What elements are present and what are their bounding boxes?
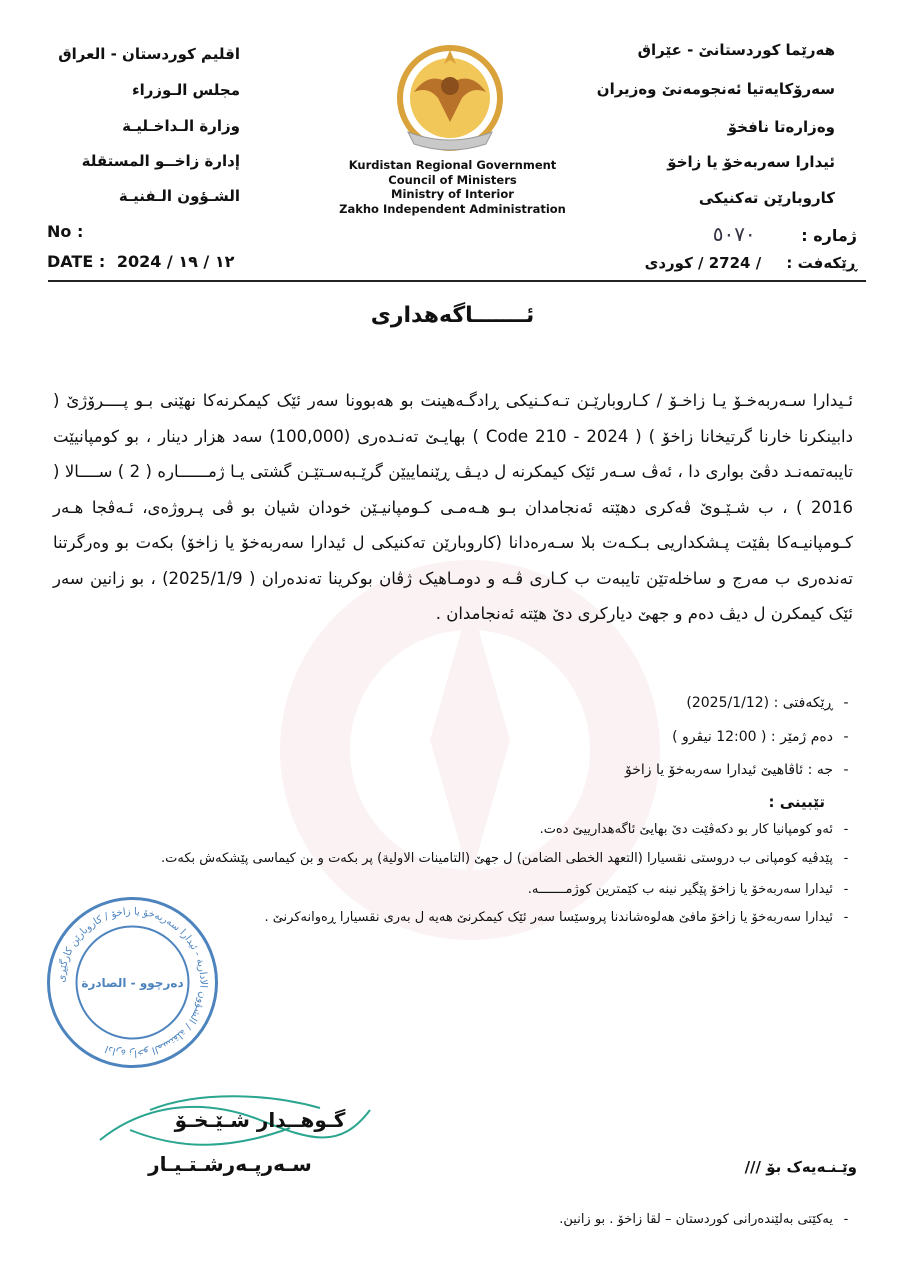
- bullet-dash: -: [843, 1212, 849, 1227]
- zhmare-row: [713, 222, 857, 246]
- emblem-caption: [0, 158, 905, 216]
- bullet-dash: -: [843, 729, 849, 745]
- kurdish-header-line-1: هەرێما کوردستانێ - عێراق: [637, 41, 835, 59]
- arabic-header-line-2: مجلس الـوزراء: [131, 81, 240, 99]
- bullet-dash: -: [843, 762, 849, 778]
- arabic-header-line-5: الشـؤون الـفنيـة: [118, 187, 240, 205]
- detail-place-text: جه : ئاڤاهیێ ئیدارا سەربەخۆ یا زاخۆ: [625, 762, 833, 778]
- document-title: ئـــــــاگەهداری: [370, 303, 535, 328]
- detail-place: [79, 762, 859, 778]
- detail-date-text: ڕێکەفتی : (2025/1/12): [686, 695, 833, 711]
- note-text-4: ئیدارا سەربەخۆ یا زاخۆ مافێ هەلوەشاندنا پروسێسا سەر ئێک کیمکرنێ هەیە ل بەری نقسیارا ڕەوانەکرنێ .: [264, 910, 833, 925]
- note-text-3: ئیدارا سەربەخۆ یا زاخۆ پێگیر نینە ب کێمترین کوژمـــــــە.: [527, 882, 833, 897]
- emblem-caption-line-2: Council of Ministers: [388, 172, 517, 187]
- copy-to-item: [79, 1212, 859, 1227]
- detail-date: [79, 695, 859, 711]
- zhmare-label: ژمارە :: [801, 226, 857, 245]
- stamp-center-text: دەرچوو - الصادرة: [81, 976, 184, 990]
- body-paragraph: ئـیدارا سـەربەخـۆ یـا زاخـۆ / کـاروبارێـن تـەکـنیکی ڕادگـەهینت بو هەبوونا سەر ئێک کیمکرنەکا نهێنی بـو پــــرۆژێ ( دابینکرنا خارنا گرتیخانا زاخۆ ) ( Code 210 - 2024 ) بهایـێ تەنـدەری (100,000) سەد هزار دینار ، بو کومپانیێت تایبەتمەنـد دڤێ بواری دا ، ئەڤ سـەر ئێک کیمکرنە ل دیـڤ ڕێنماییێن گرێـبەسـتێـن گشتی یـا ژمــــــارە ( 2 ) ســــالا ( 2016 ) ، ب شـێـوێ ڤەکری دهێتە ئەنجامدان بـو هـەمـی کـومپانیـێن خودان شیان بو ڤی پـروژەی، ئـەڤجا هـەر کـومپانیـەکا بڤێت پـشکداریی بـکـەت بلا سـەرەدانا (کاروبارێن تەکنیکی ل ئیدارا سەربەخۆ یا زاخۆ) بکەت بو وەرگرتنا تەندەری ب مەرج و ساخلەتێن تایبەت ب کـاری ڤـە و دومـاهیک ژڤان بوکرینا تەندەران ( 2025/1/9) ، بو زانین سەر ئێک کیمکرن ل دیڤ دەم و جهێ دیارکری دێ هێتە ئەنجامدان .: [53, 391, 853, 623]
- bullet-dash: -: [843, 822, 849, 837]
- date-value: 2024 / ١٢ / ١٩: [116, 252, 235, 271]
- official-stamp: [45, 895, 220, 1070]
- krg-emblem-icon: [386, 40, 514, 155]
- bullet-dash: -: [843, 882, 849, 897]
- zhmare-value: ٥٠٧٠: [712, 222, 756, 246]
- arabic-header-line-4: إدارة زاخــو المستقلة: [81, 152, 240, 170]
- notes-heading: تێبینی :: [768, 793, 825, 811]
- bullet-dash: -: [843, 910, 849, 925]
- emblem-caption-line-3: Ministry of Interior: [391, 187, 514, 201]
- note-item-1: [79, 822, 859, 837]
- copy-to-text: یەکێتی بەلێندەرانی کوردستان – لقا زاخۆ . بو زانین.: [559, 1212, 833, 1227]
- header-divider: [48, 280, 866, 282]
- copy-to-label: وێـنـەیەک بۆ ///: [744, 1158, 857, 1176]
- date-kurdi-value: / 2724 / کوردی: [644, 254, 762, 272]
- arabic-header-line-1: اقليم كوردستان - العراق: [58, 45, 240, 63]
- date-kurdi-label: ڕێکەفت :: [786, 254, 857, 272]
- signature-title: سـەرپـەرشـتـيـار: [148, 1152, 312, 1176]
- note-text-2: پێدڤیە کومپانی ب دروستی نقسیارا (التعهد الخطی الضامن) ل جهێ (التامینات الاولیة) پر بکەت و بن کیماسی پێشکەش بکەت.: [161, 851, 833, 866]
- no-label: No :: [47, 222, 84, 241]
- detail-time: [79, 729, 859, 745]
- stamp-outer-textpath: ادارة زاخو المستقلة / الشؤون الادارية - ئیدارا سەربەخۆ یا زاخۆ / کاروبارێن کارگێڕی: [56, 906, 209, 1059]
- arabic-header-line-3: وزارة الـداخـليـة: [122, 117, 240, 135]
- date-row: [47, 252, 234, 271]
- emblem-caption-line-1: Kurdistan Regional Government: [348, 158, 557, 172]
- kurdish-header-line-4: ئیدارا سەربەخۆ یا زاخۆ: [667, 153, 835, 171]
- kurdish-header-line-5: کاروبارێن تەکنیکی: [698, 189, 835, 207]
- kurdish-header-line-3: وەزارەتا نافخۆ: [727, 118, 835, 136]
- note-item-2: [79, 851, 859, 866]
- emblem-caption-line-4: Zakho Independent Administration: [339, 201, 566, 216]
- detail-time-text: دەم ژمێر : ( 12:00 نیڤرو ): [672, 729, 833, 745]
- kurdish-header-line-2: سەرۆکایەتیا ئەنجومەنێ وەزیران: [596, 80, 835, 98]
- bullet-dash: -: [843, 695, 849, 711]
- date-kurdi-row: [645, 254, 857, 272]
- date-label: DATE :: [47, 252, 106, 271]
- bullet-dash: -: [843, 851, 849, 866]
- note-text-1: ئەو کومپانیا کار بو دکەڤێت دێ بهایێ ئاگەهدارییێ دەت.: [539, 822, 833, 837]
- signature-name: گـوهــدار شـێـخـۆ: [174, 1108, 346, 1132]
